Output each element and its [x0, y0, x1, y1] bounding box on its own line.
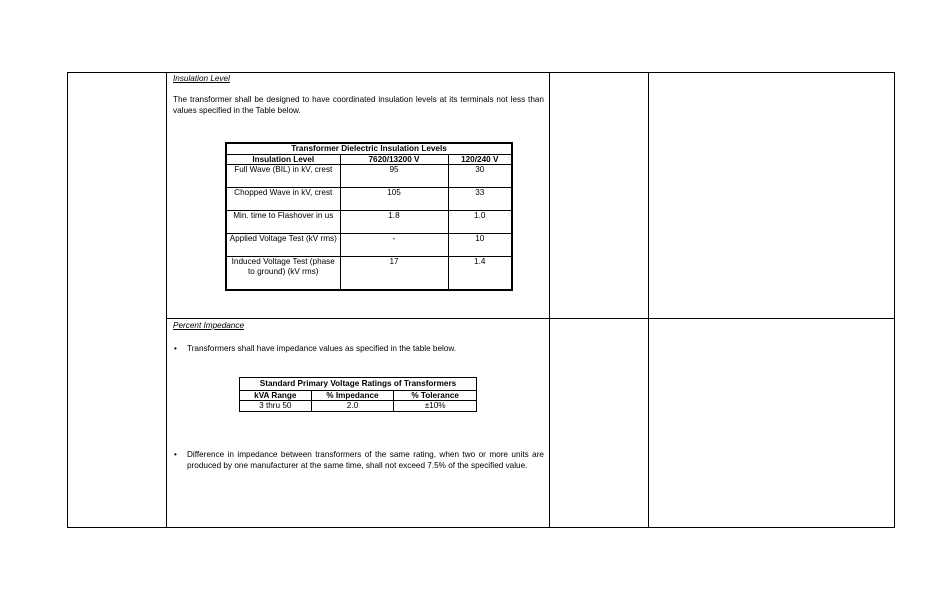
- impedance-section: [173, 321, 544, 354]
- column-divider: [549, 73, 550, 527]
- insulation-section: [173, 74, 544, 116]
- row-label: Applied Voltage Test (kV rms): [226, 234, 340, 257]
- dielectric-table-caption: Transformer Dielectric Insulation Levels: [226, 143, 512, 154]
- cell-value: 2.0: [311, 401, 394, 412]
- cell-value: 33: [448, 188, 512, 211]
- impedance-table-caption: Standard Primary Voltage Ratings of Transformers: [240, 378, 477, 391]
- cell-value: 3 thru 50: [240, 401, 312, 412]
- cell-value: 1.0: [448, 211, 512, 234]
- impedance-heading: Percent Impedance: [173, 321, 245, 330]
- cell-value: 95: [340, 165, 448, 188]
- table-row: [226, 257, 512, 290]
- cell-value: 30: [448, 165, 512, 188]
- cell-value: 1.8: [340, 211, 448, 234]
- dielectric-insulation-table: [225, 142, 513, 291]
- cell-value: 17: [340, 257, 448, 290]
- cell-value: 105: [340, 188, 448, 211]
- column-header: % Tolerance: [394, 390, 477, 401]
- table-row: [240, 401, 477, 412]
- bullet-text: Difference in impedance between transformers of the same rating, when two or more units are produced by one manufacturer at the same time, shall not exceed 7.5% of the specified value.: [187, 450, 544, 470]
- bullet-icon: •: [174, 344, 177, 353]
- column-divider: [166, 73, 167, 527]
- bullet-text: Transformers shall have impedance values as specified in the table below.: [187, 344, 457, 353]
- bullet-icon: •: [174, 450, 177, 459]
- table-row: [226, 211, 512, 234]
- list-item: [173, 449, 544, 471]
- list-item: [173, 343, 544, 354]
- column-header: kVA Range: [240, 390, 312, 401]
- row-divider: [166, 318, 894, 319]
- column-header: Insulation Level: [226, 154, 340, 165]
- table-row: [226, 188, 512, 211]
- row-label: Min. time to Flashover in us: [226, 211, 340, 234]
- row-label: Chopped Wave in kV, crest: [226, 188, 340, 211]
- row-label: Induced Voltage Test (phase to ground) (kV rms): [226, 257, 340, 290]
- table-row: [226, 234, 512, 257]
- cell-value: 10: [448, 234, 512, 257]
- spec-table-grid: [67, 72, 895, 528]
- column-header: 120/240 V: [448, 154, 512, 165]
- table-row: [226, 165, 512, 188]
- cell-value: 1.4: [448, 257, 512, 290]
- cell-value: ±10%: [394, 401, 477, 412]
- column-divider: [648, 73, 649, 527]
- insulation-heading: Insulation Level: [173, 74, 230, 83]
- cell-value: -: [340, 234, 448, 257]
- insulation-paragraph: The transformer shall be designed to have coordinated insulation levels at its terminals not less than values specified in the Table below.: [173, 95, 544, 115]
- row-label: Full Wave (BIL) in kV, crest: [226, 165, 340, 188]
- impedance-note: [173, 449, 544, 471]
- impedance-table: [239, 377, 477, 412]
- column-header: 7620/13200 V: [340, 154, 448, 165]
- column-header: % Impedance: [311, 390, 394, 401]
